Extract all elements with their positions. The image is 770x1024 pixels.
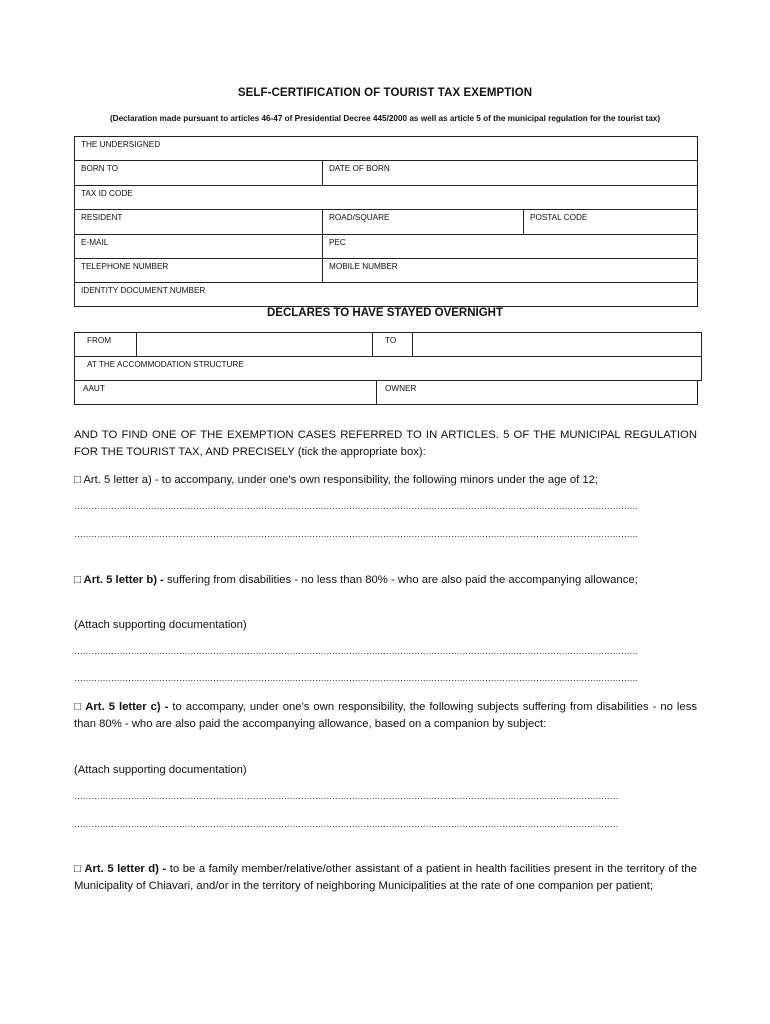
option-b-label: □ Art. 5 letter b) - — [74, 574, 164, 586]
option-d-label: □ Art. 5 letter d) - — [74, 863, 167, 875]
option-c-line-1[interactable]: ………………………………………………………………………………………………………………………………………………………………………… — [74, 791, 618, 801]
owner-table — [74, 380, 698, 405]
option-a[interactable]: □ Art. 5 letter a) - to accompany, under one's own responsibility, the following minors under the age of 12; — [74, 474, 599, 486]
owner-field[interactable]: OWNER — [377, 381, 698, 405]
attach-note-b: (Attach supporting documentation) — [74, 619, 247, 631]
option-b-line-2[interactable]: ………………………………………………………………………………………………………………………………………………………………………………. — [74, 673, 638, 683]
tax-id-field[interactable]: TAX ID CODE — [75, 186, 698, 210]
option-c-label: □ Art. 5 letter c) - — [74, 701, 169, 713]
option-c-text: to accompany, under one's own responsibility, the following subjects suffering from disabilities - no less than 80% - who are also paid the accompanying allowance, based on a companion by subject: — [74, 701, 697, 730]
from-label: FROM — [75, 333, 137, 357]
document-title: SELF-CERTIFICATION OF TOURIST TAX EXEMPTION — [237, 87, 533, 99]
option-b-line-1[interactable]: ………………………………………………………………………………………………………………………………………………………………………………. — [74, 646, 638, 656]
road-square-field[interactable]: ROAD/SQUARE — [323, 210, 524, 235]
undersigned-field[interactable]: THE UNDERSIGNED — [75, 137, 698, 161]
mobile-field[interactable]: MOBILE NUMBER — [323, 259, 698, 283]
option-c[interactable] — [74, 699, 697, 733]
option-a-line-2[interactable]: ………………………………………………………………………………………………………………………………………………………………………………. — [74, 529, 638, 539]
identity-document-field[interactable]: IDENTITY DOCUMENT NUMBER — [75, 283, 698, 307]
email-field[interactable]: E-MAIL — [75, 235, 323, 259]
document-subtitle: (Declaration made pursuant to articles 46-47 of Presidential Decree 445/2000 as well as article 5 of the municipal regulation for the tourist tax) — [109, 114, 661, 123]
option-b[interactable] — [74, 572, 697, 589]
option-a-line-1[interactable]: ………………………………………………………………………………………………………………………………………………………………………………. — [74, 501, 638, 511]
aaut-field[interactable]: AAUT — [75, 381, 377, 405]
to-label: TO — [373, 333, 413, 357]
resident-field[interactable]: RESIDENT — [75, 210, 323, 235]
stay-table — [74, 332, 702, 381]
exemption-intro: AND TO FIND ONE OF THE EXEMPTION CASES REFERRED TO IN ARTICLES. 5 OF THE MUNICIPAL REGULATION FOR THE TOURIST TAX, AND PRECISELY (tick the appropriate box): — [74, 429, 697, 458]
postal-code-field[interactable]: POSTAL CODE — [524, 210, 698, 235]
attach-note-c: (Attach supporting documentation) — [74, 764, 247, 776]
date-of-born-field[interactable]: DATE OF BORN — [323, 161, 698, 186]
to-input[interactable] — [413, 333, 702, 357]
born-to-field[interactable]: BORN TO — [75, 161, 323, 186]
option-d[interactable] — [74, 861, 697, 895]
accommodation-field[interactable]: AT THE ACCOMMODATION STRUCTURE — [75, 357, 702, 381]
declares-heading: DECLARES TO HAVE STAYED OVERNIGHT — [267, 307, 503, 319]
telephone-field[interactable]: TELEPHONE NUMBER — [75, 259, 323, 283]
option-b-text: suffering from disabilities - no less than 80% - who are also paid the accompanying allowance; — [163, 574, 638, 586]
from-input[interactable] — [137, 333, 373, 357]
identity-table — [74, 136, 698, 307]
option-d-text: to be a family member/relative/other assistant of a patient in health facilities present in the territory of the Municipality of Chiavari, and/or in the territory of neighboring Municipalities at the rate of one companion per patient; — [74, 863, 698, 892]
pec-field[interactable]: PEC — [323, 235, 698, 259]
option-c-line-2[interactable]: ………………………………………………………………………………………………………………………………………………………………………… — [74, 819, 618, 829]
